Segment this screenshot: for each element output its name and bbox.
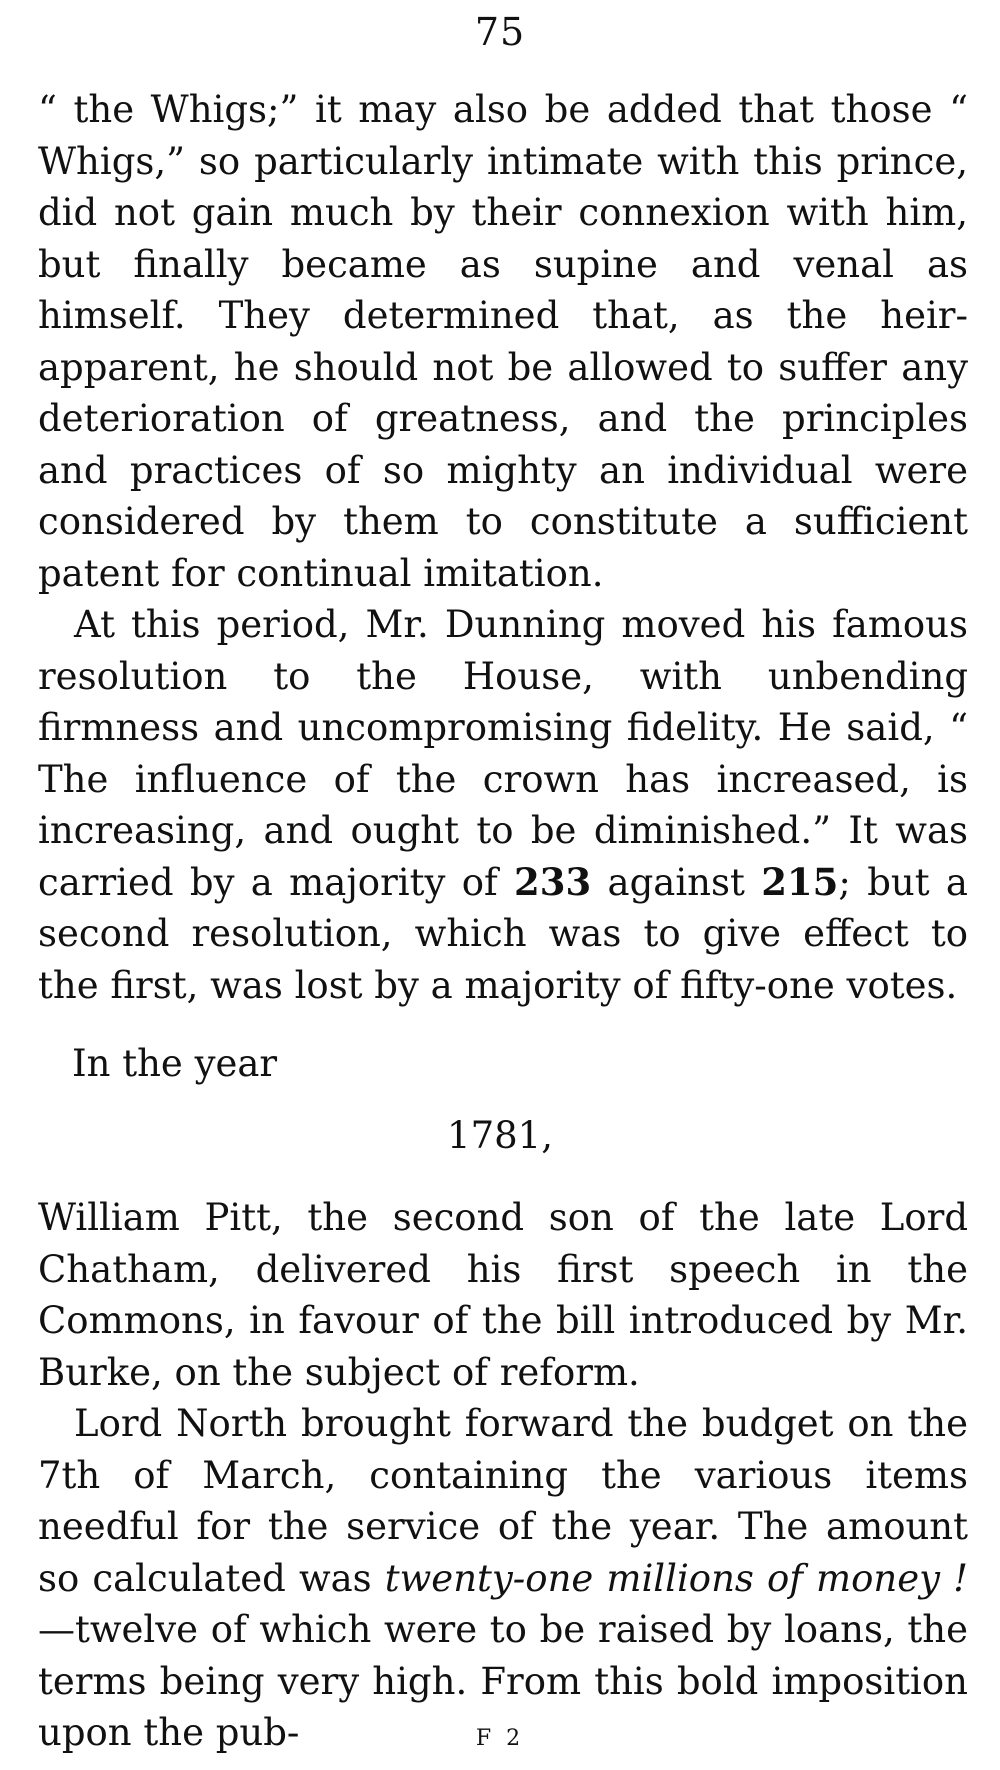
signature-mark: F 2 (475, 1726, 525, 1751)
vote-count-for: 233 (513, 859, 592, 904)
text-block-lower (38, 1192, 968, 1759)
paragraph-dunning (38, 599, 968, 1011)
budget-text-start: Lord North brought forward the budget on the 7th of March, containing the various items needful for the service of the year. The amount so calculated was (38, 1402, 968, 1600)
text-block-upper (38, 84, 968, 1011)
dunning-text-start: At this period, Mr. Dunning moved his famous resolution to the House, with unbending firmness and uncompromising fidelity. He said, “ The influence of the crown has increased, is increasing, and ought to be diminished.” It was carried by a majority of (38, 603, 968, 904)
dunning-text-end: ; but a second resolution, which was to give effect to the first, was lost by a majority of fifty-one votes. (38, 860, 968, 1007)
vote-count-against: 215 (761, 859, 839, 904)
paragraph-budget (38, 1398, 968, 1759)
budget-text-end: —twelve of which were to be raised by loans, the terms being very high. From this bold imposition upon the pub- (38, 1608, 968, 1754)
year-heading: 1781, (447, 1114, 553, 1157)
year-intro: In the year (72, 1042, 278, 1085)
budget-amount-italic: twenty-one millions of money ! (384, 1556, 968, 1600)
paragraph-whigs: “ the Whigs;” it may also be added that those “ Whigs,” so particularly intimate with this prince, did not gain much by their connexion with him, but finally became as supine and venal as himself. They determined that, as the heir-apparent, he should not be allowed to suffer any deterioration of greatness, and the principles and practices of so mighty an individual were considered by them to constitute a sufficient patent for continual imitation. (38, 88, 968, 595)
page-number: 75 (474, 10, 526, 54)
paragraph-pitt: William Pitt, the second son of the late Lord Chatham, delivered his first speech in the Commons, in favour of the bill introduced by Mr. Burke, on the subject of reform. (38, 1196, 968, 1394)
dunning-text-mid: against (591, 860, 762, 904)
